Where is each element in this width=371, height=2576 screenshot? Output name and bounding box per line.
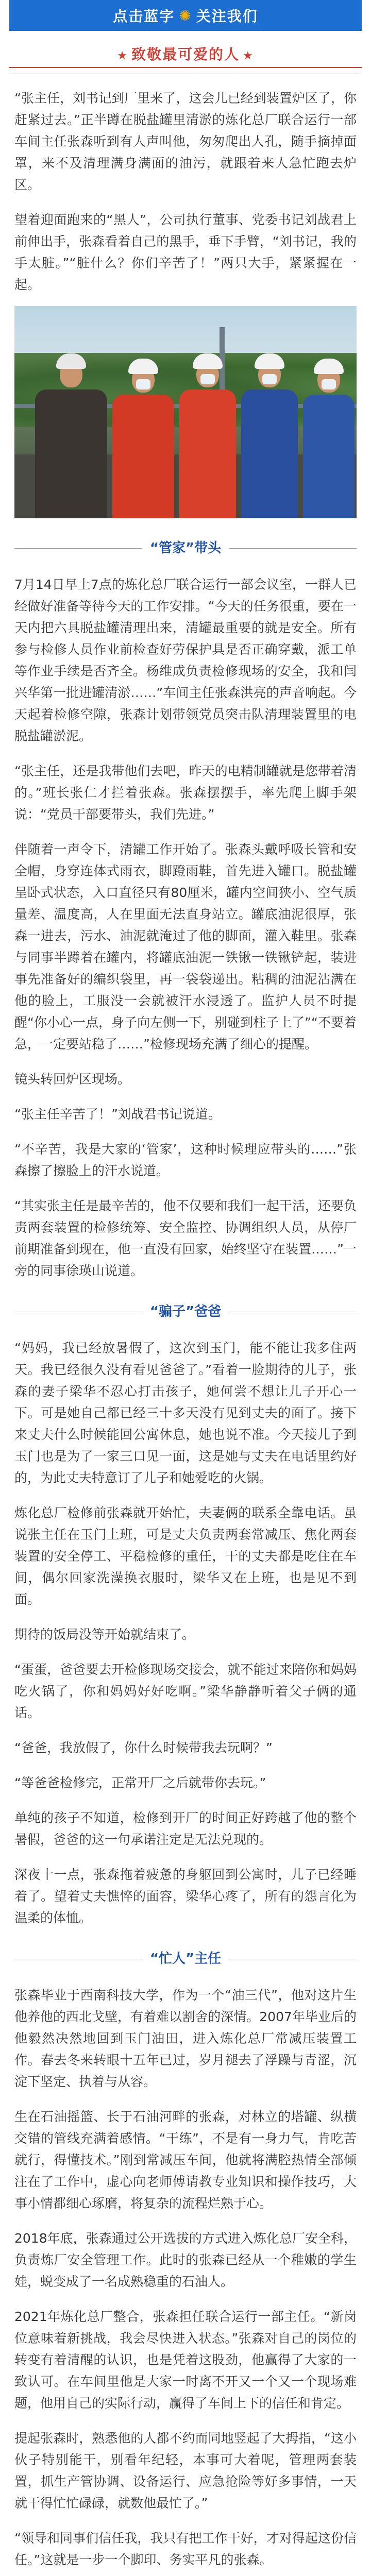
follow-banner[interactable]: [9, 0, 362, 31]
section-paragraph: “蛋蛋，爸爸要去开检修现场交接会，就不能过来陪你和妈妈吃火锅了，你和妈妈好好吃啊。”梁华静静听着父子俩的通话。: [14, 1662, 357, 1720]
person-worker-dirty: [35, 353, 107, 518]
intro-paragraph: “张主任，刘书记到厂里来了，这会儿已经到装置炉区了，你赶紧过去。”正半蹲在脱盐罐里清淤的炼化总厂联合运行一部车间主任张森听到有人声叫他，匆匆爬出人孔，随手摘掉面罩，来不及清理满身满面的油污，就跟着来人急忙跑去炉区。: [14, 91, 357, 192]
section-paragraph: 生在石油摇篮、长于石油河畔的张森，对林立的塔罐、纵横交错的管线充满着感情。“干练”，不是有一身力气，肯吃苦就行，得懂技术。”刚到常减压车间，他就将满腔热情全部倾注在了工作中，虚心向老师傅请教专业知识和操作技巧，大事小情都细心琢磨，将复杂的流程烂熟于心。: [14, 2109, 357, 2211]
section-paragraph: “张主任辛苦了！”刘战君书记说道。: [14, 1107, 221, 1122]
section-heading: [14, 1946, 357, 1971]
section-paragraph: 单纯的孩子不知道，检修到开厂的时间正好跨越了他的整个暑假，爸爸的这一句承诺注定是无法兑现的。: [14, 1810, 357, 1847]
section-paragraph: 伴随着一声令下，清罐工作开始了。张森头戴呼吸长管和安全帽，身穿连体式雨衣，脚蹬雨鞋，首先进入罐口。脱盐罐呈卧式状态，入口直径只有80厘米，罐内空间狭小、空气质量差、温度高，人在里面无法直身站立。罐底油泥很厚，张森一进去，污水、油泥就淹过了他的脚面，灌入鞋里。张森与同事半蹲着在罐内，将罐底油泥一铁锹一铁锹铲起，装进事先准备好的编织袋里，再一袋袋递出。粘稠的油泥沾满在他的脸上，工服没一会就被汗水浸透了。监护人员不时提醒“你小心一点，身子向左侧一下，别碰到柱子上了”“不要着急，一定要站稳了……”检修现场充满了细心的提醒。: [14, 842, 357, 1052]
section-paragraph: 期待的饭局没等开始就结束了。: [14, 1627, 195, 1642]
section-heading: [14, 1299, 357, 1324]
section-heading-text: “忙人”主任: [142, 1946, 229, 1971]
star-icon: ★: [117, 49, 128, 62]
section-paragraph: 镜头转回炉区现场。: [14, 1072, 131, 1087]
section-paragraph: “张主任，还是我带他们去吧，昨天的电精制罐就是您带着清的。”班长张仁才拦着张森。张森摆摆手，率先爬上脚手架说：“党员干部要带头，我们先进。”: [14, 764, 357, 822]
sun-icon: ✺: [179, 7, 192, 24]
section-paragraph: “不辛苦，我是大家的‘管家’，这种时候理应带头的……”张森擦了擦脸上的汗水说道。: [14, 1142, 357, 1178]
section-paragraph: 2018年底，张森通过公开选拔的方式进入炼化总厂安全科，负责炼厂安全管理工作。此时的张森已经从一个稚嫩的学生娃，蜕变成了一名成熟稳重的石油人。: [14, 2231, 357, 2289]
title-divider: [9, 67, 362, 68]
section-paragraph: 提起张森时，熟悉他的人都不约而同地竖起了大拇指，“这小伙子特别能干，别看年纪轻，本事可大着呢，管理两套装置，抓生产管协调、设备运行、应急抢险等好多事情，一天就干得忙忙碌碌，就数他最忙了。”: [14, 2431, 357, 2511]
section-paragraph: “领导和同事们信任我，我只有把工作干好，才对得起这份信任。”这就是一步一个脚印、务实平凡的张森。: [14, 2531, 357, 2567]
person-staff: [241, 353, 298, 518]
article-title: [107, 44, 264, 66]
intro-paragraph: 望着迎面跑来的“黑人”，公司执行董事、党委书记刘战君上前伸出手，张森看着自己的黑手，垂下手臂，“刘书记，我的手太脏。”“脏什么？你们辛苦了！”两只大手，紧紧握在一起。: [14, 212, 357, 292]
article-title-text: 致敬最可爱的人: [131, 46, 240, 63]
section-paragraph: 深夜十一点，张森拖着疲惫的身躯回到公寓时，儿子已经睡着了。望着丈夫憔悴的面容，梁华心疼了，所有的怨言化为温柔的体恤。: [14, 1867, 357, 1925]
banner-text-left: 点击蓝字: [113, 8, 175, 25]
section-paragraph: “等爸爸检修完，正常开厂之后就带你去玩。”: [14, 1775, 266, 1790]
section-heading-text: “管家”带头: [142, 536, 229, 561]
person-leader: [112, 359, 174, 518]
section-paragraph: 炼化总厂检修前张森就开始忙，夫妻俩的联系全靠电话。虽说张主任在玉门上班，可是丈夫负责两套常减压、焦化两套装置的安全停工、平稳检修的重任，干的丈夫都是吃住在车间，偶尔回家洗澡换衣服时，梁华又在上班，也是见不到面。: [14, 1505, 357, 1607]
title-area: [9, 44, 362, 74]
section-paragraph: “妈妈，我已经放暑假了，这次到玉门，能不能让我多住两天。我已经很久没有看见爸爸了。”看着一脸期待的儿子，张森的妻子梁华不忍心打击孩子，她何尝不想让儿子开心一下。可是她自己都已经三十多天没有见到丈夫的面了。接下来丈夫什么时候能回公寓休息，她也说不准。今天接儿子到玉门也是为了一家三口见一面，这是她与丈夫在电话里约好的，为此丈夫特意订了儿子和她爱吃的火锅。: [14, 1341, 357, 1485]
section-paragraph: 张森毕业于西南科技大学，作为一个“油三代”，他对这片生他养他的西北戈壁，有着难以割舍的深情。2007年毕业后的他毅然决然地回到玉门油田，进入炼化总厂常减压装置工作。春去冬来转眼十五年已过，岁月褪去了浮躁与青涩，沉淀下坚定、执着与从容。: [14, 1988, 357, 2089]
article-photo: [14, 306, 357, 518]
banner-text-right: 关注我们: [196, 8, 258, 25]
star-icon: ★: [243, 49, 254, 62]
section-paragraph: 7月14日早上7点的炼化总厂联合运行一部会议室，一群人已经做好准备等待今天的工作安排。“今天的任务很重，要在一天内把六具脱盐罐清理出来，清罐最重要的就是安全。所有参与检修人员作业前检查好劳保护具是否正确穿戴，派工单等作业手续是否齐全。杨维成负责检修现场的安全，我和闫兴华第一批进罐清淤……”车间主任张森洪亮的声音响起。今天起着检修空隙，张森计划带领党员突击队清理装置里的电脱盐罐淤泥。: [14, 577, 357, 743]
section-heading: [14, 536, 357, 561]
person-staff: [179, 353, 236, 518]
section-paragraph: “爸爸，我放假了，你什么时候带我去玩啊？”: [14, 1740, 273, 1755]
section-paragraph: “其实张主任是最辛苦的，他不仅要和我们一起干活，还要负责两套装置的检修统筹、安全监控、协调组织人员，从停厂前期准备到现在，他一直没有回家，始终坚守在装置……”一旁的同事徐瑛山说道。: [14, 1198, 357, 1278]
section-heading-text: “骗子”爸爸: [142, 1299, 229, 1324]
person-staff: [303, 359, 355, 518]
section-paragraph: 2021年炼化总厂整合，张森担任联合运行一部主任。“新岗位意味着新挑战，我会尽快进入状态。”张森对自己的岗位的转变有着清醒的认识，也是凭着这股劲，他赢得了大家的一致认可。在车间里他是大家一时离不开又一个又一个现场难题，他用自己的实际行动，赢得了车间上下的信任和肯定。: [14, 2309, 357, 2411]
